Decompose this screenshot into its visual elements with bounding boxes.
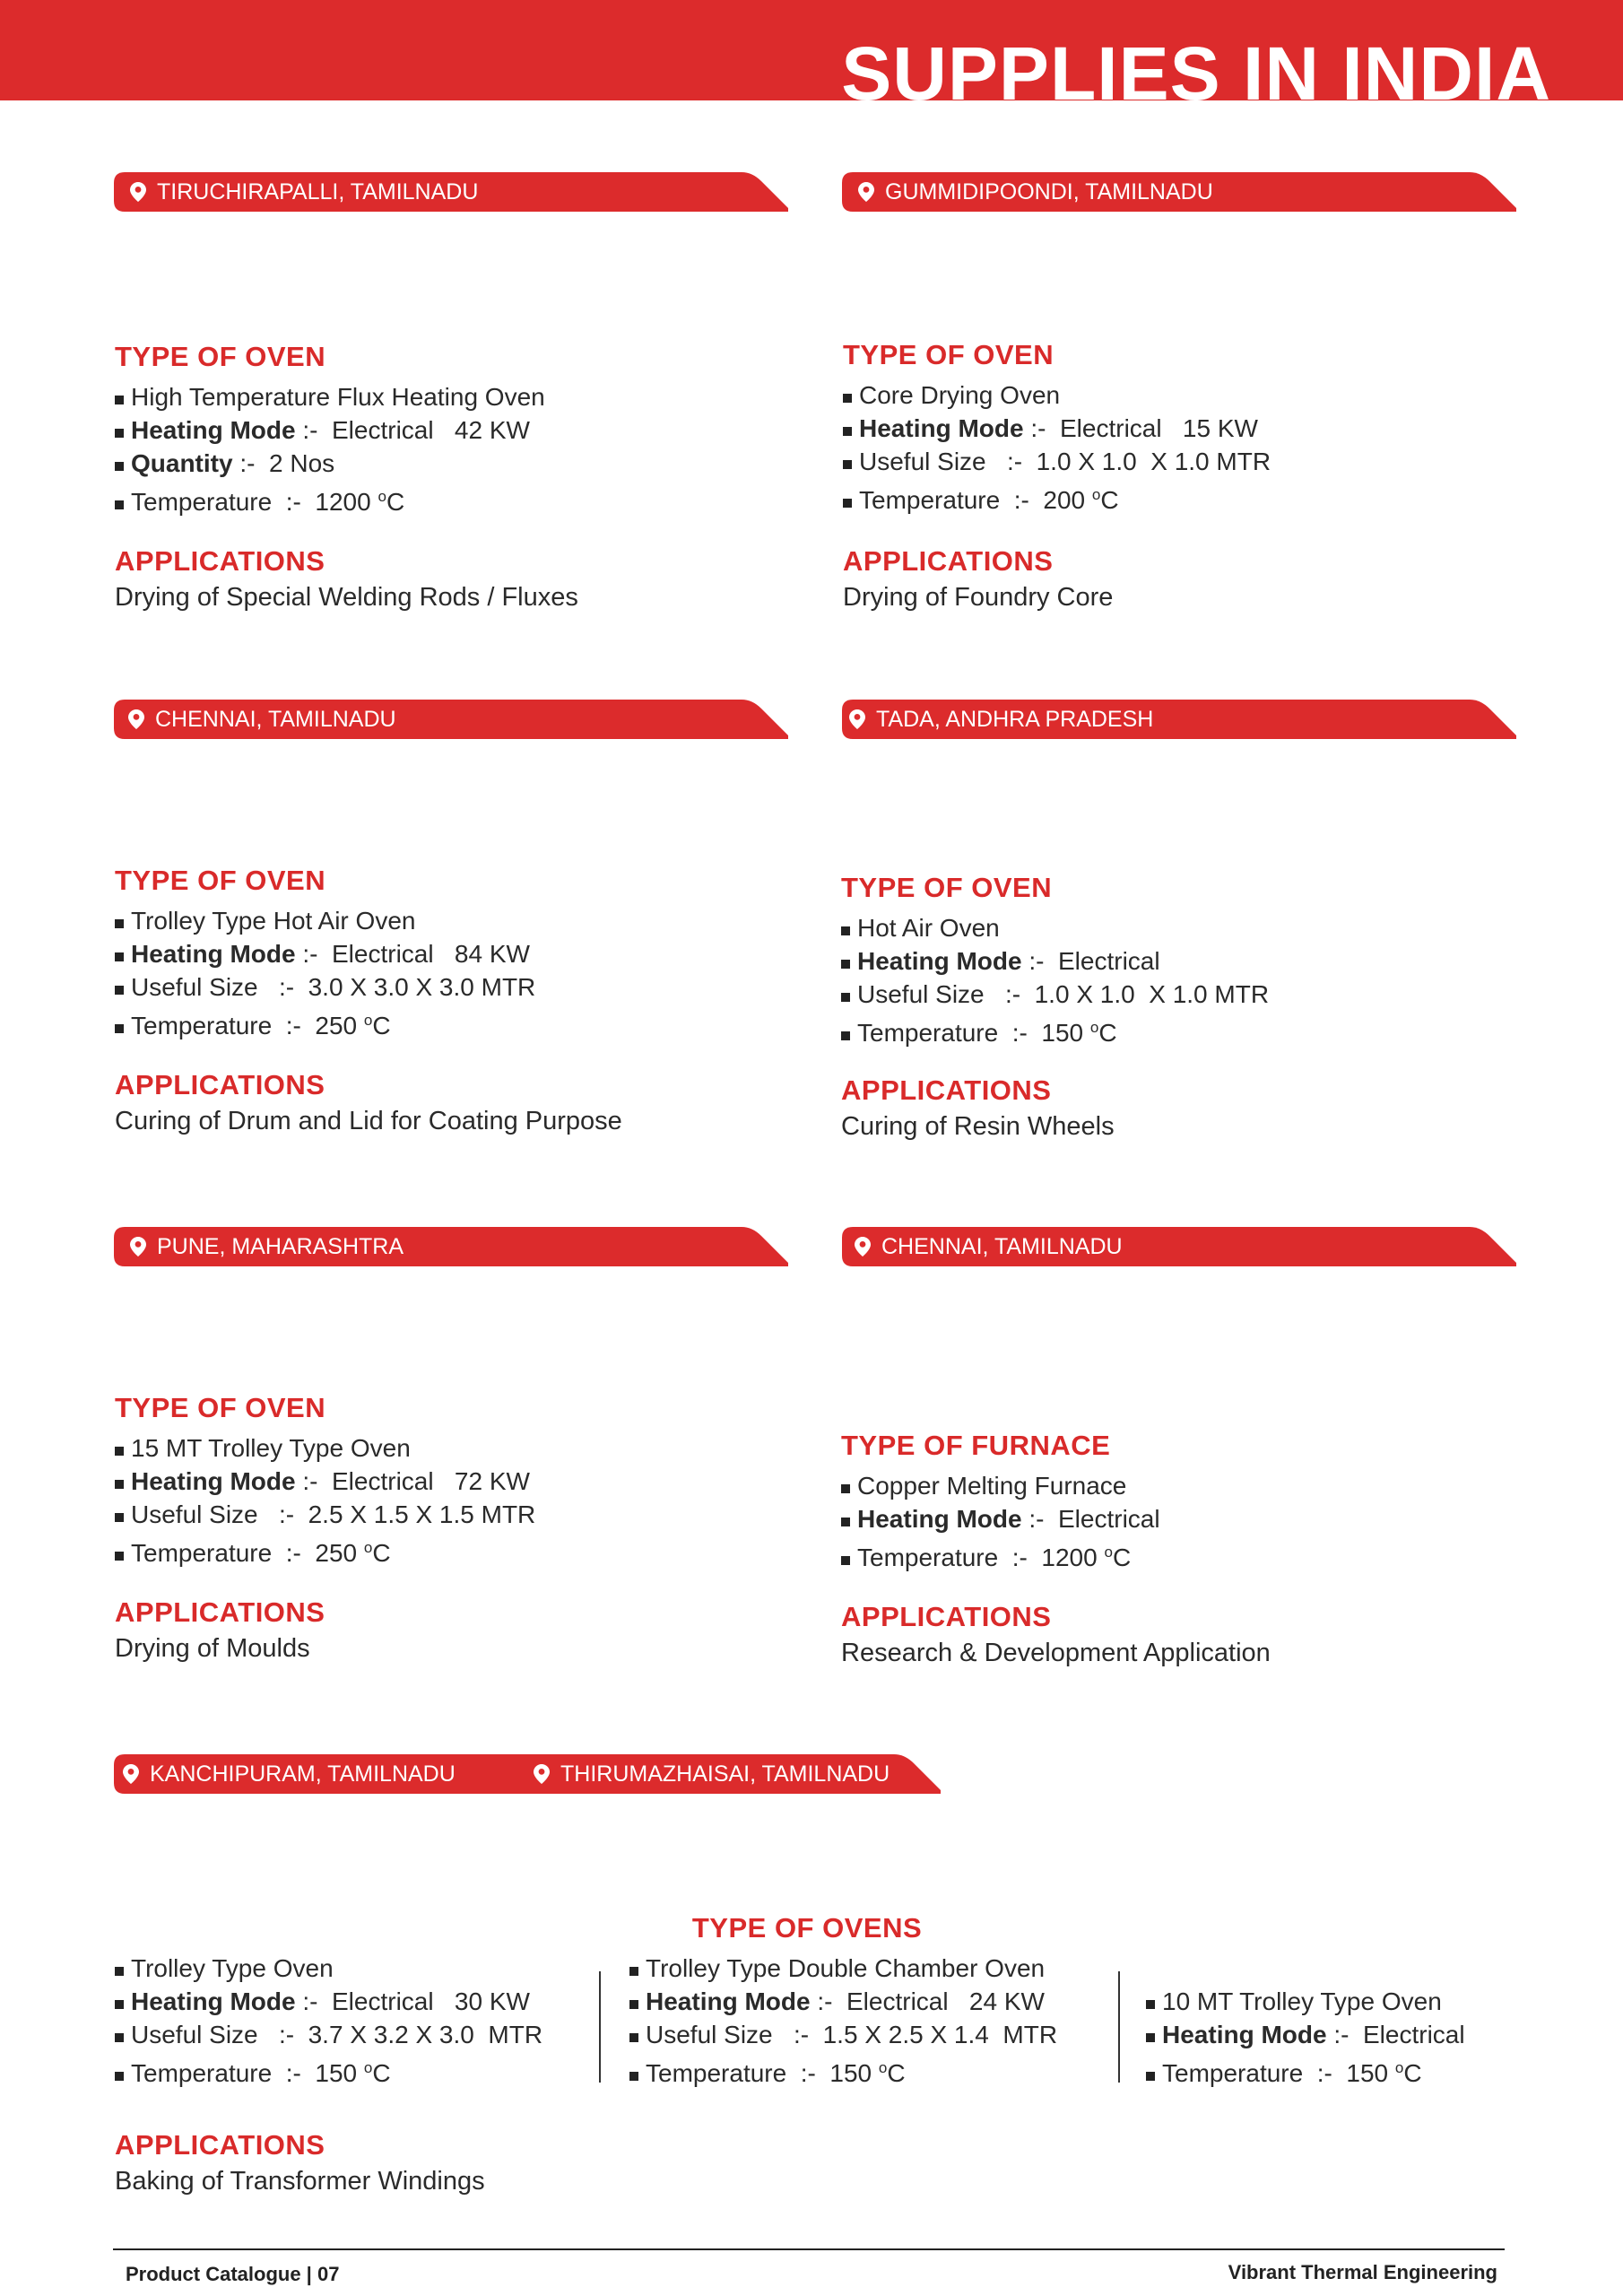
spec-value: Temperature :- 150: [857, 1019, 1090, 1047]
location-pill: [114, 1754, 941, 1794]
spec-item: [843, 478, 1271, 517]
footer-divider: [113, 2248, 1505, 2250]
footer-company: Vibrant Thermal Engineering: [1228, 2261, 1497, 2283]
spec-item: [115, 1952, 542, 1985]
application-text: Drying of Foundry Core: [843, 583, 1114, 612]
spec-item: [843, 412, 1271, 445]
spec-value: :- 2 Nos: [232, 449, 335, 477]
spec-value: Temperature :- 150: [1162, 2059, 1395, 2087]
application-text: Curing of Resin Wheels: [841, 1112, 1115, 1141]
spec-value: 15 MT Trolley Type Oven: [131, 1434, 411, 1462]
location-pill: [842, 1227, 1516, 1266]
unit-letter: C: [1112, 1544, 1132, 1571]
application-text: Baking of Transformer Windings: [115, 2167, 485, 2196]
location-pill: [842, 172, 1516, 212]
unit-letter: C: [1100, 486, 1119, 514]
degree-symbol: o: [363, 1012, 373, 1029]
type-heading: TYPE OF OVEN: [841, 872, 1053, 903]
bottom-column-0: [115, 1952, 542, 2090]
block-5: [841, 1428, 1271, 1671]
spec-list: [115, 1431, 535, 1570]
map-pin-icon: [128, 709, 144, 729]
spec-value: Useful Size :- 2.5 X 1.5 X 1.5 MTR: [131, 1500, 536, 1528]
type-heading: TYPE OF OVEN: [115, 865, 326, 896]
spec-label: Heating Mode: [131, 940, 296, 968]
spec-value: High Temperature Flux Heating Oven: [131, 383, 545, 411]
spec-value: Useful Size :- 3.0 X 3.0 X 3.0 MTR: [131, 973, 536, 1001]
header-bar: [0, 0, 1623, 100]
spec-item: [841, 1011, 1269, 1049]
spec-item: [115, 380, 578, 413]
applications-heading: APPLICATIONS: [841, 1601, 1052, 1632]
application-text: Curing of Drum and Lid for Coating Purpose: [115, 1107, 622, 1135]
footer-page-info: Product Catalogue | 07: [126, 2263, 340, 2285]
map-pin-icon: [123, 1764, 139, 1784]
spec-item: [629, 2018, 1057, 2051]
spec-item: [841, 978, 1269, 1011]
column-divider: [1118, 1971, 1120, 2083]
spec-value: Trolley Type Oven: [131, 1954, 334, 1982]
unit-letter: C: [372, 1012, 391, 1039]
type-heading: TYPE OF FURNACE: [841, 1430, 1111, 1461]
spec-list: [841, 1469, 1271, 1574]
unit-letter: C: [1098, 1019, 1117, 1047]
degree-symbol: o: [1394, 2059, 1404, 2076]
spec-value: Core Drying Oven: [859, 381, 1061, 409]
spec-value: :- Electrical 42 KW: [295, 416, 530, 444]
location-label: TIRUCHIRAPALLI, TAMILNADU: [157, 179, 479, 204]
block-3: [841, 870, 1269, 1144]
spec-item: [843, 378, 1271, 412]
spec-value: Temperature :- 150: [646, 2059, 879, 2087]
spec-value: Useful Size :- 1.5 X 2.5 X 1.4 MTR: [646, 2021, 1058, 2048]
unit-letter: C: [372, 2059, 391, 2087]
bottom-applications: [115, 2127, 485, 2199]
block-1: [843, 337, 1271, 615]
spec-value: Useful Size :- 1.0 X 1.0 X 1.0 MTR: [859, 448, 1271, 475]
spec-value: 10 MT Trolley Type Oven: [1162, 1987, 1442, 2015]
spec-label: Heating Mode: [131, 1987, 296, 2015]
spec-value: Temperature :- 200: [859, 486, 1092, 514]
block-2: [115, 863, 622, 1139]
spec-item: [115, 1465, 535, 1498]
location-label: TADA, ANDHRA PRADESH: [876, 707, 1154, 732]
spec-item: [841, 1535, 1271, 1574]
degree-symbol: o: [878, 2059, 888, 2076]
location-label: PUNE, MAHARASHTRA: [157, 1234, 404, 1259]
bottom-column-1: [629, 1952, 1057, 2090]
type-heading: TYPE OF OVEN: [115, 341, 326, 372]
application-text: Drying of Moulds: [115, 1634, 310, 1663]
spec-item: [115, 2018, 542, 2051]
spec-item: [115, 937, 622, 970]
spec-value: Hot Air Oven: [857, 914, 1000, 942]
type-heading: TYPE OF OVEN: [843, 339, 1055, 370]
unit-letter: C: [386, 488, 405, 516]
spec-item: [1146, 2051, 1465, 2090]
spec-item: [115, 970, 622, 1004]
applications-heading: APPLICATIONS: [115, 545, 325, 577]
block-0: [115, 339, 578, 615]
spec-value: :- Electrical 24 KW: [810, 1987, 1045, 2015]
spec-list: [629, 1952, 1057, 2090]
column-divider: [599, 1971, 601, 2083]
spec-item: [1146, 1985, 1465, 2018]
spec-item: [115, 1431, 535, 1465]
spec-list: [115, 1952, 542, 2090]
spec-item: [115, 1985, 542, 2018]
spec-value: Trolley Type Double Chamber Oven: [646, 1954, 1046, 1982]
spec-value: :- Electrical: [1021, 1505, 1160, 1533]
map-pin-icon: [849, 709, 865, 729]
location-label: GUMMIDIPOONDI, TAMILNADU: [885, 179, 1213, 204]
applications-heading: APPLICATIONS: [115, 1596, 325, 1628]
spec-value: Useful Size :- 3.7 X 3.2 X 3.0 MTR: [131, 2021, 543, 2048]
degree-symbol: o: [363, 2059, 373, 2076]
spec-value: Temperature :- 1200: [131, 488, 378, 516]
spec-value: Useful Size :- 1.0 X 1.0 X 1.0 MTR: [857, 980, 1270, 1008]
spec-value: :- Electrical: [1021, 947, 1160, 975]
map-pin-icon: [534, 1764, 550, 1784]
spec-item: [115, 1531, 535, 1570]
spec-item: [115, 480, 578, 518]
degree-symbol: o: [363, 1539, 373, 1556]
degree-symbol: o: [1091, 486, 1101, 503]
spec-value: Trolley Type Hot Air Oven: [131, 907, 416, 935]
spec-item: [629, 2051, 1057, 2090]
degree-symbol: o: [1089, 1019, 1099, 1036]
spec-list: [115, 904, 622, 1042]
spec-value: :- Electrical 15 KW: [1023, 414, 1258, 442]
spec-item: [629, 1952, 1057, 1985]
location-label: CHENNAI, TAMILNADU: [155, 707, 396, 732]
location-pill: [114, 1227, 788, 1266]
spec-value: Temperature :- 250: [131, 1539, 364, 1567]
spec-value: :- Electrical: [1326, 2021, 1465, 2048]
degree-symbol: o: [378, 488, 386, 505]
spec-list: [841, 911, 1269, 1049]
spec-value: Temperature :- 250: [131, 1012, 364, 1039]
spec-list: [843, 378, 1271, 517]
unit-letter: C: [887, 2059, 906, 2087]
spec-item: [115, 2051, 542, 2090]
bottom-column-2: [1146, 1985, 1465, 2090]
spec-item: [841, 911, 1269, 944]
application-text: Research & Development Application: [841, 1639, 1271, 1667]
spec-label: Heating Mode: [857, 1505, 1022, 1533]
spec-label: Heating Mode: [646, 1987, 811, 2015]
map-pin-icon: [858, 182, 874, 202]
spec-label: Heating Mode: [1162, 2021, 1327, 2048]
spec-label: Quantity: [131, 449, 233, 477]
spec-label: Heating Mode: [857, 947, 1022, 975]
applications-heading: APPLICATIONS: [115, 2129, 325, 2161]
location-pill: [114, 700, 788, 739]
spec-item: [841, 944, 1269, 978]
spec-value: Copper Melting Furnace: [857, 1472, 1127, 1500]
location-pill: [842, 700, 1516, 739]
page-title: SUPPLIES IN INDIA: [841, 31, 1551, 100]
block-4: [115, 1390, 535, 1666]
spec-item: [115, 447, 578, 480]
location-label: KANCHIPURAM, TAMILNADU: [150, 1761, 456, 1787]
spec-item: [115, 904, 622, 937]
spec-value: :- Electrical 84 KW: [295, 940, 530, 968]
type-heading: TYPE OF OVEN: [115, 1392, 326, 1423]
spec-item: [629, 1985, 1057, 2018]
map-pin-icon: [855, 1237, 871, 1257]
degree-symbol: o: [1104, 1544, 1113, 1561]
unit-letter: C: [1403, 2059, 1422, 2087]
spec-label: Heating Mode: [859, 414, 1024, 442]
spec-value: Temperature :- 150: [131, 2059, 364, 2087]
spec-item: [1146, 2018, 1465, 2051]
applications-heading: APPLICATIONS: [841, 1074, 1052, 1106]
spec-value: :- Electrical 72 KW: [295, 1467, 530, 1495]
location-label: THIRUMAZHAISAI, TAMILNADU: [560, 1761, 890, 1787]
applications-heading: APPLICATIONS: [843, 545, 1054, 577]
spec-list: [1146, 1985, 1465, 2090]
map-pin-icon: [130, 1237, 146, 1257]
unit-letter: C: [372, 1539, 391, 1567]
spec-list: [115, 380, 578, 518]
bottom-type-heading: TYPE OF OVENS: [691, 1912, 923, 1944]
spec-item: [841, 1502, 1271, 1535]
spec-item: [843, 445, 1271, 478]
spec-value: :- Electrical 30 KW: [295, 1987, 530, 2015]
spec-label: Heating Mode: [131, 416, 296, 444]
spec-label: Heating Mode: [131, 1467, 296, 1495]
application-text: Drying of Special Welding Rods / Fluxes: [115, 583, 578, 612]
spec-item: [841, 1469, 1271, 1502]
spec-value: Temperature :- 1200: [857, 1544, 1105, 1571]
location-pill: [114, 172, 788, 212]
map-pin-icon: [130, 182, 146, 202]
location-label: CHENNAI, TAMILNADU: [881, 1234, 1123, 1259]
applications-heading: APPLICATIONS: [115, 1069, 325, 1100]
spec-item: [115, 413, 578, 447]
spec-item: [115, 1004, 622, 1042]
spec-item: [115, 1498, 535, 1531]
